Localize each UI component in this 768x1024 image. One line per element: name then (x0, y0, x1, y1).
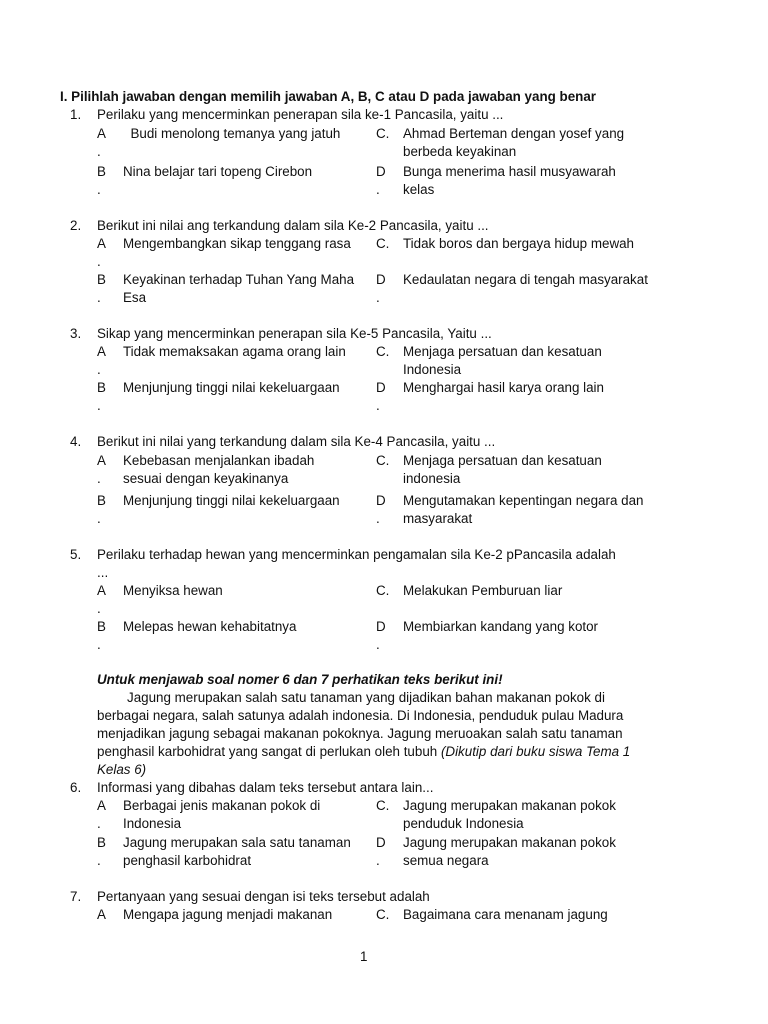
question-number: 3. (70, 326, 82, 341)
option-text-d: Kedaulatan negara di tengah masyarakat (403, 272, 648, 287)
option-letter-c: C. (376, 126, 390, 141)
option-text-d: Jagung merupakan makanan pokok semua negara (403, 835, 616, 868)
option-letter-c: C. (376, 907, 390, 922)
option-letter-a: A (97, 907, 106, 922)
option-text-c: Ahmad Berteman dengan yosef yang berbeda keyakinan (403, 126, 625, 159)
option-text-c: Tidak boros dan bergaya hidup mewah (403, 236, 635, 251)
option-letter-d: D . (376, 272, 386, 305)
question-number: 1. (70, 107, 82, 122)
option-letter-a: A . (97, 798, 106, 831)
option-text-b: Nina belajar tari topeng Cirebon (123, 164, 313, 179)
question-number: 5. (70, 547, 82, 562)
option-text-c: Jagung merupakan makanan pokok penduduk Indonesia (403, 798, 616, 831)
option-text-c: Melakukan Pemburuan liar (403, 583, 563, 598)
option-text-a: Kebebasan menjalankan ibadah sesuai dengan keyakinanya (123, 453, 315, 486)
option-letter-a: A . (97, 583, 106, 616)
question-number: 2. (70, 218, 82, 233)
option-letter-d: D . (376, 493, 386, 526)
option-letter-c: C. (376, 236, 390, 251)
passage-body: Jagung merupakan salah satu tanaman yang dijadikan bahan makanan pokok di berbagai negara, salah satunya adalah indonesia. Di Indonesia, penduduk pulau Madura menjadikan jagung sebagai makanan pokoknya. Jagung meruoakan salah satu tanaman penghasil karbohidrat yang sangat di perlukan oleh tubuh (97, 690, 624, 759)
option-letter-b: B . (97, 835, 106, 868)
option-letter-b: B . (97, 380, 106, 413)
question-text: Sikap yang mencerminkan penerapan sila Ke-5 Pancasila, Yaitu ... (97, 326, 492, 341)
option-letter-d: D . (376, 619, 386, 652)
option-text-a: Tidak memaksakan agama orang lain (123, 344, 346, 359)
reading-passage (97, 689, 645, 779)
option-letter-d: D . (376, 380, 386, 413)
question-text: Pertanyaan yang sesuai dengan isi teks tersebut adalah (97, 889, 430, 904)
option-text-b: Keyakinan terhadap Tuhan Yang Maha Esa (123, 272, 355, 305)
option-text-c: Menjaga persatuan dan kesatuan indonesia (403, 453, 602, 486)
option-letter-b: B . (97, 493, 106, 526)
option-text-d: Menghargai hasil karya orang lain (403, 380, 604, 395)
option-text-d: Membiarkan kandang yang kotor (403, 619, 599, 634)
option-text-d: Bunga menerima hasil musyawarah kelas (403, 164, 616, 197)
option-text-b: Menjunjung tinggi nilai kekeluargaan (123, 493, 340, 508)
option-letter-a: A . (97, 344, 106, 377)
option-letter-d: D . (376, 164, 386, 197)
question-number: 7. (70, 889, 82, 904)
option-letter-b: B . (97, 164, 106, 197)
option-letter-c: C. (376, 583, 390, 598)
instruction-heading: I. Pilihlah jawaban dengan memilih jawaban A, B, C atau D pada jawaban yang benar (60, 89, 596, 104)
question-text: Perilaku yang mencerminkan penerapan sila ke-1 Pancasila, yaitu ... (97, 107, 504, 122)
option-text-b: Jagung merupakan sala satu tanaman penghasil karbohidrat (123, 835, 351, 868)
passage-citation: (Dikutip dari buku siswa Tema 1 Kelas 6) (97, 744, 631, 777)
option-text-a: Menyiksa hewan (123, 583, 223, 598)
option-text-c: Bagaimana cara menanam jagung (403, 907, 608, 922)
option-letter-c: C. (376, 453, 390, 468)
option-letter-a: A . (97, 453, 106, 486)
question-text: Berikut ini nilai ang terkandung dalam sila Ke-2 Pancasila, yaitu ... (97, 218, 489, 233)
question-text: Berikut ini nilai yang terkandung dalam sila Ke-4 Pancasila, yaitu ... (97, 434, 496, 449)
option-letter-a: A . (97, 126, 106, 159)
option-letter-b: B . (97, 619, 106, 652)
question-text: Perilaku terhadap hewan yang mencerminkan pengamalan sila Ke-2 pPancasila adalah ... (97, 547, 616, 580)
option-text-c: Menjaga persatuan dan kesatuan Indonesia (403, 344, 602, 377)
question-text: Informasi yang dibahas dalam teks tersebut antara lain... (97, 780, 434, 795)
question-number: 4. (70, 434, 82, 449)
question-number: 6. (70, 780, 82, 795)
option-letter-c: C. (376, 798, 390, 813)
option-letter-a: A . (97, 236, 106, 269)
page-number: 1 (360, 949, 368, 964)
option-text-b: Melepas hewan kehabitatnya (123, 619, 297, 634)
option-text-b: Menjunjung tinggi nilai kekeluargaan (123, 380, 340, 395)
option-text-d: Mengutamakan kepentingan negara dan masyarakat (403, 493, 644, 526)
option-letter-d: D . (376, 835, 386, 868)
passage-heading: Untuk menjawab soal nomer 6 dan 7 perhatikan teks berikut ini! (97, 672, 503, 687)
option-text-a: Mengapa jagung menjadi makanan (123, 907, 333, 922)
option-text-a: Berbagai jenis makanan pokok di Indonesia (123, 798, 321, 831)
option-letter-c: C. (376, 344, 390, 359)
option-text-a: Budi menolong temanya yang jatuh (123, 126, 341, 141)
option-text-a: Mengembangkan sikap tenggang rasa (123, 236, 351, 251)
option-letter-b: B . (97, 272, 106, 305)
